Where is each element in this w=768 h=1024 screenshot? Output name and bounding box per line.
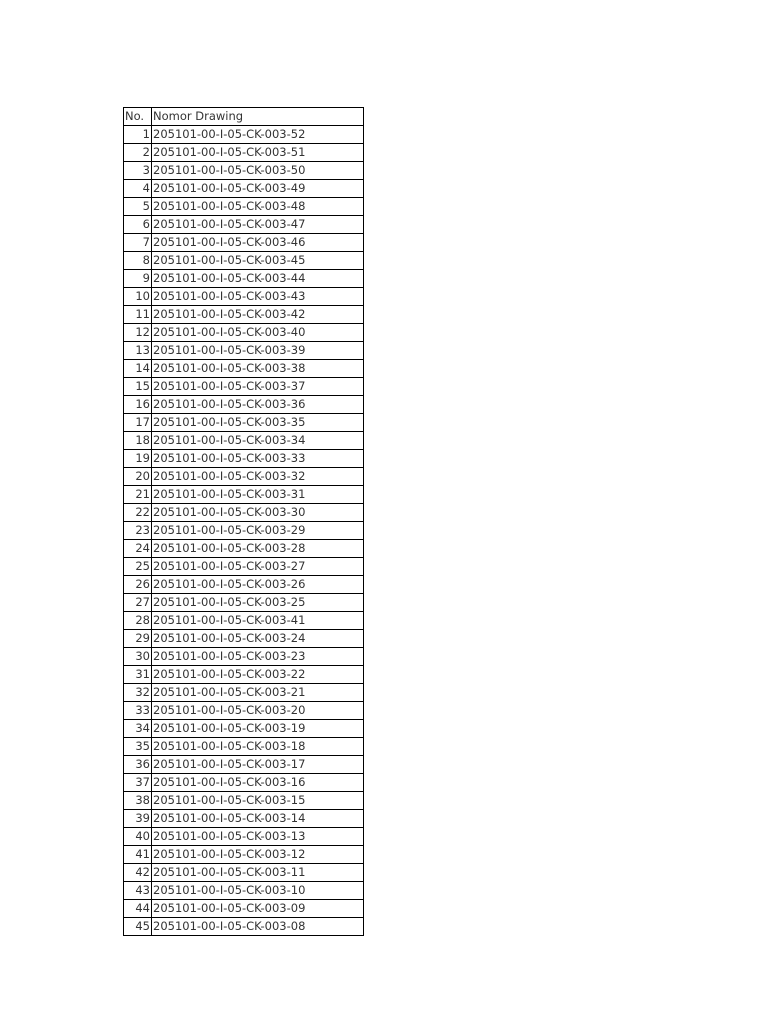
drawing-number: 205101-00-I-05-CK-003-17 <box>152 756 364 774</box>
row-number: 6 <box>124 216 152 234</box>
drawing-number: 205101-00-I-05-CK-003-09 <box>152 900 364 918</box>
table-row <box>124 576 364 594</box>
row-number: 30 <box>124 648 152 666</box>
row-number: 37 <box>124 774 152 792</box>
table-body <box>124 126 364 936</box>
drawing-number: 205101-00-I-05-CK-003-25 <box>152 594 364 612</box>
row-number: 18 <box>124 432 152 450</box>
drawing-number: 205101-00-I-05-CK-003-47 <box>152 216 364 234</box>
table-row <box>124 270 364 288</box>
table-row <box>124 288 364 306</box>
drawing-number: 205101-00-I-05-CK-003-39 <box>152 342 364 360</box>
row-number: 39 <box>124 810 152 828</box>
row-number: 9 <box>124 270 152 288</box>
drawing-number: 205101-00-I-05-CK-003-15 <box>152 792 364 810</box>
table-row <box>124 792 364 810</box>
row-number: 35 <box>124 738 152 756</box>
table-row <box>124 468 364 486</box>
table-row <box>124 342 364 360</box>
table-row <box>124 918 364 936</box>
drawing-number: 205101-00-I-05-CK-003-14 <box>152 810 364 828</box>
row-number: 15 <box>124 378 152 396</box>
row-number: 44 <box>124 900 152 918</box>
drawing-number: 205101-00-I-05-CK-003-11 <box>152 864 364 882</box>
row-number: 32 <box>124 684 152 702</box>
drawing-number: 205101-00-I-05-CK-003-31 <box>152 486 364 504</box>
drawing-number: 205101-00-I-05-CK-003-40 <box>152 324 364 342</box>
drawing-number: 205101-00-I-05-CK-003-46 <box>152 234 364 252</box>
table-row <box>124 558 364 576</box>
row-number: 26 <box>124 576 152 594</box>
table-row <box>124 900 364 918</box>
drawing-number: 205101-00-I-05-CK-003-43 <box>152 288 364 306</box>
table-row <box>124 234 364 252</box>
table-row <box>124 432 364 450</box>
header-drawing-number: Nomor Drawing <box>152 108 364 126</box>
table-row <box>124 828 364 846</box>
row-number: 12 <box>124 324 152 342</box>
drawing-number: 205101-00-I-05-CK-003-32 <box>152 468 364 486</box>
table-row <box>124 144 364 162</box>
table-row <box>124 864 364 882</box>
row-number: 23 <box>124 522 152 540</box>
table-row <box>124 486 364 504</box>
table-row <box>124 684 364 702</box>
table-row <box>124 612 364 630</box>
table-row <box>124 450 364 468</box>
row-number: 4 <box>124 180 152 198</box>
row-number: 14 <box>124 360 152 378</box>
drawing-number: 205101-00-I-05-CK-003-10 <box>152 882 364 900</box>
table-row <box>124 648 364 666</box>
row-number: 20 <box>124 468 152 486</box>
table-row <box>124 162 364 180</box>
drawing-number: 205101-00-I-05-CK-003-30 <box>152 504 364 522</box>
drawing-number: 205101-00-I-05-CK-003-37 <box>152 378 364 396</box>
drawing-number: 205101-00-I-05-CK-003-49 <box>152 180 364 198</box>
drawing-number: 205101-00-I-05-CK-003-42 <box>152 306 364 324</box>
drawing-number: 205101-00-I-05-CK-003-36 <box>152 396 364 414</box>
row-number: 38 <box>124 792 152 810</box>
table-row <box>124 252 364 270</box>
table-row <box>124 738 364 756</box>
drawing-number: 205101-00-I-05-CK-003-41 <box>152 612 364 630</box>
drawing-number: 205101-00-I-05-CK-003-48 <box>152 198 364 216</box>
row-number: 24 <box>124 540 152 558</box>
drawing-number: 205101-00-I-05-CK-003-18 <box>152 738 364 756</box>
row-number: 5 <box>124 198 152 216</box>
drawing-number: 205101-00-I-05-CK-003-19 <box>152 720 364 738</box>
row-number: 19 <box>124 450 152 468</box>
drawing-number: 205101-00-I-05-CK-003-22 <box>152 666 364 684</box>
table-header-row <box>124 108 364 126</box>
drawing-number: 205101-00-I-05-CK-003-33 <box>152 450 364 468</box>
row-number: 42 <box>124 864 152 882</box>
drawing-number: 205101-00-I-05-CK-003-52 <box>152 126 364 144</box>
row-number: 28 <box>124 612 152 630</box>
row-number: 29 <box>124 630 152 648</box>
drawing-number: 205101-00-I-05-CK-003-13 <box>152 828 364 846</box>
table-row <box>124 594 364 612</box>
drawing-number: 205101-00-I-05-CK-003-21 <box>152 684 364 702</box>
table-row <box>124 378 364 396</box>
drawing-number: 205101-00-I-05-CK-003-29 <box>152 522 364 540</box>
table-row <box>124 846 364 864</box>
table-row <box>124 396 364 414</box>
row-number: 36 <box>124 756 152 774</box>
row-number: 16 <box>124 396 152 414</box>
drawing-list-table <box>123 107 364 936</box>
row-number: 45 <box>124 918 152 936</box>
table-row <box>124 666 364 684</box>
row-number: 11 <box>124 306 152 324</box>
drawing-number: 205101-00-I-05-CK-003-35 <box>152 414 364 432</box>
drawing-number: 205101-00-I-05-CK-003-45 <box>152 252 364 270</box>
table-row <box>124 540 364 558</box>
table-row <box>124 630 364 648</box>
row-number: 34 <box>124 720 152 738</box>
drawing-number: 205101-00-I-05-CK-003-24 <box>152 630 364 648</box>
drawing-number: 205101-00-I-05-CK-003-20 <box>152 702 364 720</box>
table-row <box>124 360 364 378</box>
drawing-number: 205101-00-I-05-CK-003-51 <box>152 144 364 162</box>
row-number: 13 <box>124 342 152 360</box>
table-row <box>124 756 364 774</box>
drawing-number: 205101-00-I-05-CK-003-44 <box>152 270 364 288</box>
row-number: 43 <box>124 882 152 900</box>
drawing-number: 205101-00-I-05-CK-003-26 <box>152 576 364 594</box>
table-row <box>124 306 364 324</box>
row-number: 10 <box>124 288 152 306</box>
drawing-number: 205101-00-I-05-CK-003-23 <box>152 648 364 666</box>
row-number: 25 <box>124 558 152 576</box>
table-row <box>124 504 364 522</box>
drawing-number: 205101-00-I-05-CK-003-38 <box>152 360 364 378</box>
row-number: 41 <box>124 846 152 864</box>
row-number: 8 <box>124 252 152 270</box>
row-number: 7 <box>124 234 152 252</box>
table-row <box>124 702 364 720</box>
drawing-number: 205101-00-I-05-CK-003-50 <box>152 162 364 180</box>
table-row <box>124 522 364 540</box>
row-number: 40 <box>124 828 152 846</box>
table-row <box>124 720 364 738</box>
drawing-number: 205101-00-I-05-CK-003-08 <box>152 918 364 936</box>
table-row <box>124 774 364 792</box>
header-no: No. <box>124 108 152 126</box>
row-number: 31 <box>124 666 152 684</box>
table-row <box>124 810 364 828</box>
table-row <box>124 180 364 198</box>
drawing-number: 205101-00-I-05-CK-003-16 <box>152 774 364 792</box>
row-number: 3 <box>124 162 152 180</box>
row-number: 17 <box>124 414 152 432</box>
table-row <box>124 126 364 144</box>
row-number: 21 <box>124 486 152 504</box>
table-row <box>124 882 364 900</box>
row-number: 27 <box>124 594 152 612</box>
drawing-number: 205101-00-I-05-CK-003-34 <box>152 432 364 450</box>
drawing-number: 205101-00-I-05-CK-003-28 <box>152 540 364 558</box>
table-row <box>124 414 364 432</box>
drawing-number: 205101-00-I-05-CK-003-12 <box>152 846 364 864</box>
row-number: 33 <box>124 702 152 720</box>
table-row <box>124 216 364 234</box>
row-number: 2 <box>124 144 152 162</box>
table-row <box>124 198 364 216</box>
row-number: 22 <box>124 504 152 522</box>
table-row <box>124 324 364 342</box>
drawing-number: 205101-00-I-05-CK-003-27 <box>152 558 364 576</box>
row-number: 1 <box>124 126 152 144</box>
